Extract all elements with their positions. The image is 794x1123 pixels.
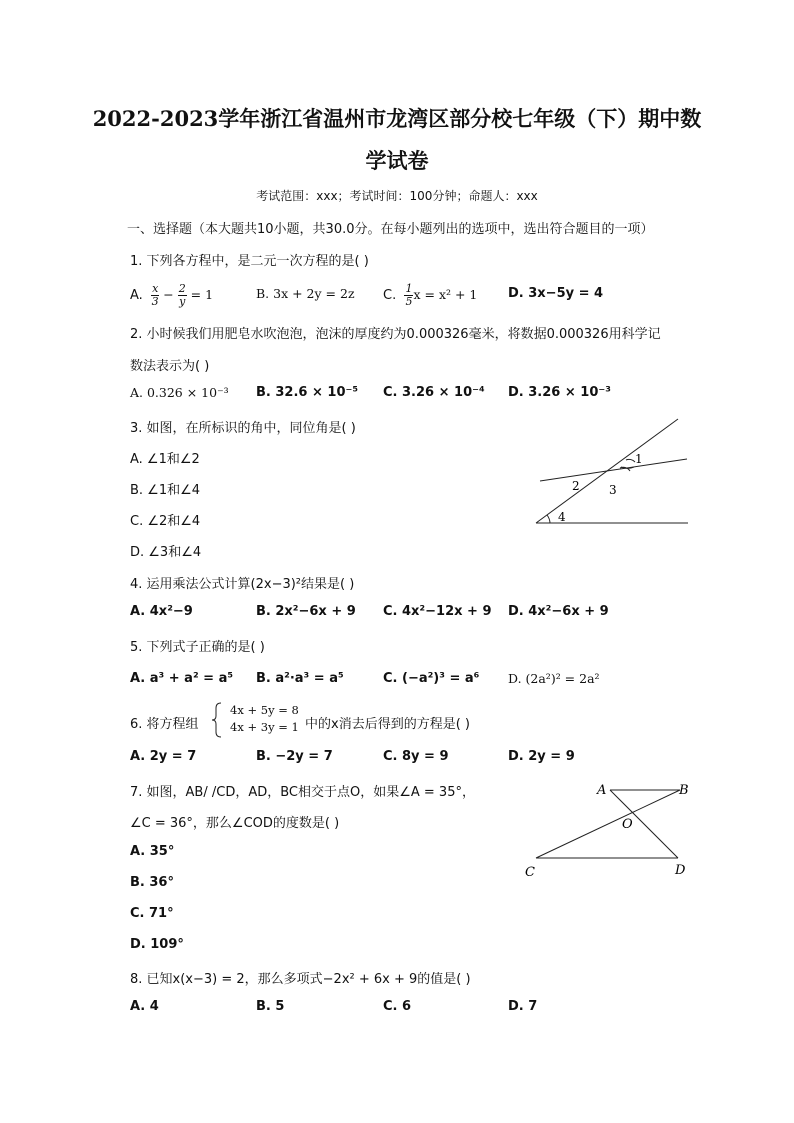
q3-label-1: 1 — [635, 452, 643, 466]
q6-option-d: D. 2y = 9 — [508, 749, 575, 764]
q7-label-a: A — [597, 783, 607, 798]
q5-option-a: A. a³ + a² = a⁵ — [130, 671, 234, 686]
q1-a-num1: x — [152, 282, 159, 295]
q2-option-b: B. 32.6 × 10⁻⁵ — [256, 385, 359, 400]
q3-label-2: 2 — [572, 479, 580, 493]
q5-option-d: D. (2a²)² = 2a² — [508, 671, 600, 686]
q3-stem: 3. 如图，在所标识的角中，同位角是( ) — [130, 421, 356, 436]
q1-stem: 1. 下列各方程中，是二元一次方程的是( ) — [130, 254, 369, 269]
q1-option-c — [383, 283, 477, 308]
exam-subtitle: 考试范围：xxx；考试时间：100分钟；命题人：xxx — [256, 189, 538, 203]
q5-option-c: C. (−a²)³ = a⁶ — [383, 671, 480, 686]
q7-stem-line2: ∠C = 36°，那么∠COD的度数是( ) — [130, 816, 340, 831]
q5-option-b: B. a²·a³ = a⁵ — [256, 671, 344, 686]
q3-option-a: A. ∠1和∠2 — [130, 452, 200, 467]
q7-option-d: D. 109° — [130, 937, 184, 952]
q3-option-c: C. ∠2和∠4 — [130, 514, 201, 529]
q5-stem: 5. 下列式子正确的是( ) — [130, 640, 265, 655]
q1-a-end: = 1 — [186, 287, 214, 302]
q7-label-b: B — [679, 783, 689, 798]
q6-option-a: A. 2y = 7 — [130, 749, 197, 764]
q2-stem-line2: 数法表示为( ) — [130, 359, 210, 374]
section-heading: 一、选择题（本大题共10小题，共30.0分。在每小题列出的选项中，选出符合题目的一项） — [127, 222, 654, 237]
q3-label-3: 3 — [609, 483, 617, 497]
q8-option-c: C. 6 — [383, 999, 412, 1014]
q1-option-d: D. 3x−5y = 4 — [508, 286, 604, 301]
q1-c-num: 1 — [405, 282, 413, 295]
q7-label-c: C — [525, 865, 535, 880]
q8-option-a: A. 4 — [130, 999, 159, 1014]
q6-option-c: C. 8y = 9 — [383, 749, 449, 764]
q1-c-end: x = x² + 1 — [413, 287, 478, 302]
q1-option-b: B. 3x + 2y = 2z — [256, 286, 355, 301]
q4-option-b: B. 2x²−6x + 9 — [256, 604, 356, 619]
q2-option-c: C. 3.26 × 10⁻⁴ — [383, 385, 485, 400]
q6-eq1: 4x + 5y = 8 — [230, 703, 299, 717]
exam-title-line2: 学试卷 — [365, 148, 429, 173]
q4-option-a: A. 4x²−9 — [130, 604, 193, 619]
q7-option-c: C. 71° — [130, 906, 174, 921]
q7-option-b: B. 36° — [130, 875, 174, 890]
q4-option-d: D. 4x²−6x + 9 — [508, 604, 609, 619]
q3-option-d: D. ∠3和∠4 — [130, 545, 202, 560]
q1-a-mid: − — [159, 287, 178, 302]
q8-stem: 8. 已知x(x−3) = 2，那么多项式−2x² + 6x + 9的值是( ) — [130, 972, 471, 987]
q3-angle-arc-1 — [626, 459, 635, 462]
q2-stem-line1: 2. 小时候我们用肥皂水吹泡泡，泡沫的厚度约为0.000326毫米，将数据0.000326用科学记 — [130, 327, 661, 342]
q1-a-num2: 2 — [178, 282, 186, 295]
q7-segment-ad — [610, 790, 678, 858]
q1-c-den: 5 — [405, 295, 413, 308]
q8-option-b: B. 5 — [256, 999, 285, 1014]
q1-option-a — [130, 283, 213, 308]
q2-option-d: D. 3.26 × 10⁻³ — [508, 385, 611, 400]
q7-stem-line1: 7. 如图，AB/ /CD，AD，BC相交于点O，如果∠A = 35°， — [130, 785, 475, 800]
q1-a-den2: y — [179, 295, 186, 308]
q7-label-d: D — [675, 863, 686, 878]
q3-label-4: 4 — [558, 510, 566, 524]
q7-option-a: A. 35° — [130, 844, 175, 859]
q8-option-d: D. 7 — [508, 999, 538, 1014]
q4-stem: 4. 运用乘法公式计算(2x−3)²结果是( ) — [130, 577, 355, 592]
q7-label-o: O — [622, 817, 633, 832]
q3-option-b: B. ∠1和∠4 — [130, 483, 201, 498]
q6-stem-post: 中的x消去后得到的方程是( ) — [305, 717, 470, 732]
q6-option-b: B. −2y = 7 — [256, 749, 333, 764]
q3-figure — [530, 415, 695, 530]
q6-brace — [211, 702, 223, 738]
q3-angle-arc-4 — [547, 515, 550, 523]
q3-line-upper — [540, 459, 687, 481]
exam-title-line1: 2022-2023学年浙江省温州市龙湾区部分校七年级（下）期中数 — [92, 106, 702, 131]
q7-segment-bc — [536, 790, 680, 858]
q6-eq2: 4x + 3y = 1 — [230, 720, 299, 734]
q4-option-c: C. 4x²−12x + 9 — [383, 604, 492, 619]
q2-option-a: A. 0.326 × 10⁻³ — [130, 385, 229, 400]
q1-a-frac2 — [178, 283, 187, 308]
q1-c-label: C. — [383, 288, 397, 303]
q1-a-den1: 3 — [151, 295, 159, 308]
q1-a-label: A. — [130, 288, 143, 303]
q6-stem-pre: 6. 将方程组 — [130, 717, 199, 732]
q7-figure — [518, 778, 698, 883]
